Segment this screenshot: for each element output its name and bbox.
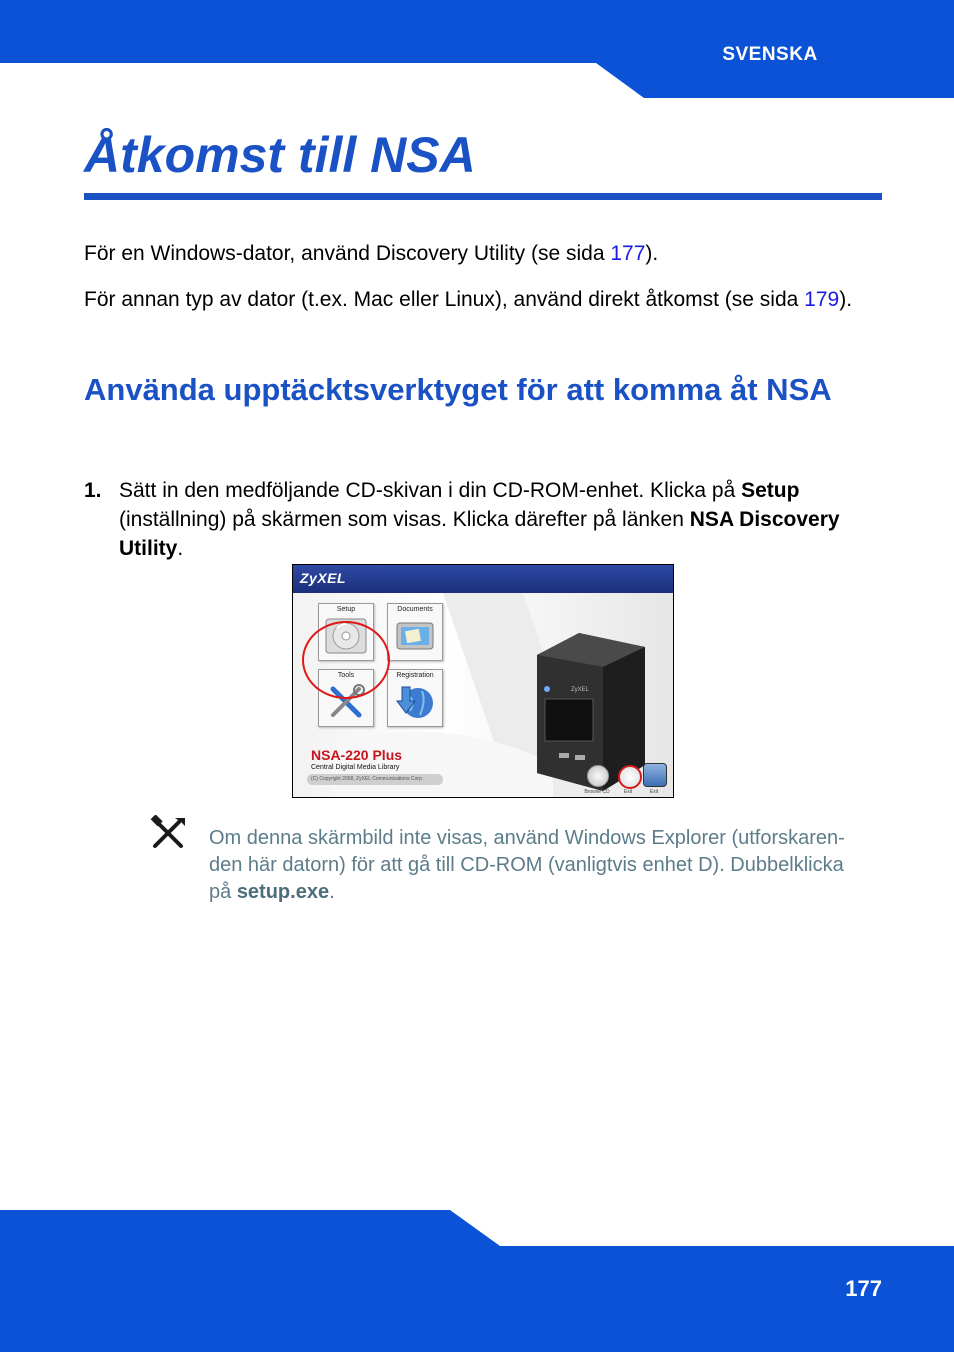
copyright-bar: (C) Copyright 2008, ZyXEL Communications Corp. [307, 774, 443, 785]
browse-cd-button[interactable] [587, 765, 609, 787]
exit-button[interactable] [643, 763, 667, 787]
zyxel-logo: ZyXEL [300, 570, 347, 586]
screenshot-header [293, 565, 673, 593]
product-name: NSA-220 Plus [311, 747, 403, 763]
browse-cd-label: Browse CD [584, 789, 610, 795]
device-brand-label: ZyXEL [571, 687, 590, 693]
intro-paragraph-windows: För en Windows-dator, använd Discovery Utility (se sida 177). [84, 242, 659, 265]
setup-tile[interactable]: Setup [318, 603, 374, 661]
document-monitor-icon [394, 617, 436, 655]
tools-note-icon [150, 815, 188, 851]
documents-tile[interactable]: Documents [387, 603, 443, 661]
registration-tile[interactable]: Registration [387, 669, 443, 727]
cd-menu-screenshot [292, 564, 674, 798]
title-rule [84, 193, 882, 200]
page-number: 177 [845, 1276, 882, 1301]
product-subtitle: Central Digital Media Library [311, 764, 400, 771]
language-label: SVENSKA [722, 44, 818, 65]
page-reference-link[interactable]: 177 [610, 242, 646, 265]
exit-label: Exit [649, 789, 659, 795]
step-number: 1. [84, 479, 102, 502]
step-text: Sätt in den medföljande CD-skivan i din CD-ROM-enhet. Klicka på Setup (inställning) på skärmen som visas. Klicka därefter på länken NSA Discovery Utility. [119, 479, 840, 560]
globe-arrow-icon [394, 683, 436, 721]
intro-paragraph-other: För annan typ av dator (t.ex. Mac eller Linux), använd direkt åtkomst (se sida 179). [84, 288, 853, 311]
screenshot-body [293, 593, 673, 797]
exit-label: Exit [623, 789, 633, 795]
exit-button[interactable] [618, 765, 642, 789]
section-heading: Använda upptäcktsverktyget för att komma åt NSA [84, 372, 832, 407]
note-text: Om denna skärmbild inte visas, använd Windows Explorer (utforskaren-den här datorn) för att gå till CD-ROM (vanligtvis enhet D). Dubbelklicka på setup.exe. [209, 827, 845, 903]
page-reference-link[interactable]: 179 [804, 288, 840, 311]
setup-highlight-circle [302, 621, 390, 699]
page-title: Åtkomst till NSA [84, 127, 476, 183]
tools-tile[interactable]: Tools [318, 669, 374, 727]
